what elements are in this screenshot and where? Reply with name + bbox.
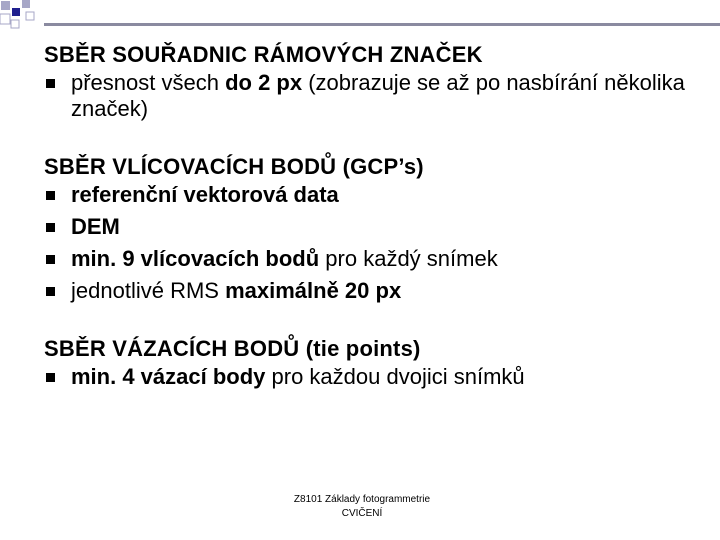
list-item: min. 4 vázací body pro každou dvojici snímků [44, 364, 704, 390]
list-item: DEM [44, 214, 704, 240]
section-frame-marks [44, 40, 704, 122]
square-bullet-icon [46, 223, 55, 232]
header-rule [44, 23, 720, 26]
footer-course: Z8101 Základy fotogrammetrie [293, 494, 431, 505]
square-bullet-icon [46, 287, 55, 296]
section-tie-points [44, 334, 704, 390]
list-item: přesnost všech do 2 px (zobrazuje se až po nasbírání několika značek) [44, 70, 704, 122]
square-bullet-icon [46, 79, 55, 88]
square-bullet-icon [46, 191, 55, 200]
square-bullet-icon [46, 255, 55, 264]
slide-content [44, 40, 704, 420]
slide-footer [262, 493, 462, 521]
footer-label: CVIČENÍ [341, 508, 383, 519]
list-item: min. 9 vlícovacích bodů pro každý snímek [44, 246, 704, 272]
section-heading: SBĚR SOUŘADNIC RÁMOVÝCH ZNAČEK [44, 42, 483, 67]
section-gcp [44, 152, 704, 304]
section-heading: SBĚR VÁZACÍCH BODŮ (tie points) [44, 336, 421, 361]
section-heading: SBĚR VLÍCOVACÍCH BODŮ (GCP’s) [44, 154, 424, 179]
square-bullet-icon [46, 373, 55, 382]
corner-decoration [0, 0, 50, 40]
list-item: referenční vektorová data [44, 182, 704, 208]
list-item: jednotlivé RMS maximálně 20 px [44, 278, 704, 304]
